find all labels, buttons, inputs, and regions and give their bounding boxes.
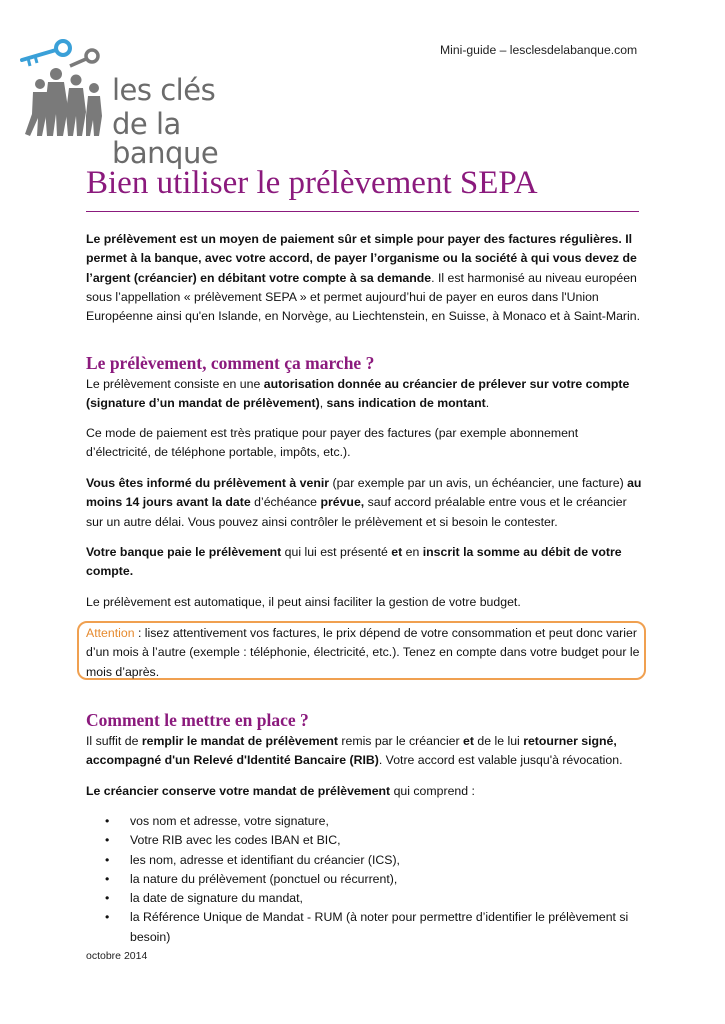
text: (par exemple par un avis, un échéancier, une facture) xyxy=(329,476,628,490)
logo-text-line1: les clés xyxy=(112,73,216,107)
text: Le prélèvement consiste en une xyxy=(86,377,264,391)
bullet-icon: • xyxy=(105,910,110,925)
list-item-text: les nom, adresse et identifiant du créancier (ICS), xyxy=(130,852,400,867)
section1-p1 xyxy=(86,375,642,414)
attention-paragraph xyxy=(86,624,642,682)
attention-text: : lisez attentivement vos factures, le prix dépend de votre consommation et peut donc varier d’un mois à l’autre (exemple : téléphonie, électricité, etc.). Tenez en compte dans votre budget pour le mois d’après. xyxy=(86,626,640,679)
logo-figures-icon xyxy=(16,36,116,148)
header-tagline: Mini-guide – lesclesdelabanque.com xyxy=(440,43,638,57)
bold-text: inscrit la somme au débit de votre compte. xyxy=(86,545,622,579)
bold-text: et xyxy=(391,545,403,559)
list-item-text: la Référence Unique de Mandat - RUM (à noter pour permettre d’identifier le prélèvement si besoin) xyxy=(130,910,629,944)
list-item xyxy=(86,870,642,889)
text: qui lui est présenté xyxy=(281,545,392,559)
bold-text: sans indication de montant xyxy=(326,396,486,411)
intro-bold: Le prélèvement est un moyen de paiement sûr et simple pour payer des factures régulières. Il permet à la banque, avec votre accord, de payer l’organisme ou la société à qui vous devez de l’argent (créancier) en débitant votre compte à sa demande xyxy=(86,232,637,285)
bold-text: retourner signé, accompagné d'un Relevé d'Identité Bancaire (RIB) xyxy=(86,734,617,768)
bold-text: prévue, xyxy=(320,495,365,510)
list-item xyxy=(86,908,642,947)
mandate-contents-list xyxy=(86,812,642,947)
text: . xyxy=(485,396,490,411)
bullet-icon: • xyxy=(105,891,110,906)
footer-date: octobre 2014 xyxy=(86,950,148,962)
bold-text: Vous êtes informé du prélèvement à venir xyxy=(86,476,330,490)
page-title: Bien utiliser le prélèvement SEPA xyxy=(86,165,538,201)
bold-text: Le créancier conserve votre mandat de prélèvement xyxy=(86,784,391,798)
section2-p1 xyxy=(86,732,642,771)
section2-p2 xyxy=(86,782,642,801)
title-divider xyxy=(86,211,639,212)
bullet-icon: • xyxy=(105,852,110,867)
text: d’échéance xyxy=(250,495,321,510)
intro-paragraph xyxy=(86,230,642,326)
logo xyxy=(16,36,276,170)
text: sauf accord préalable entre vous et le créancier sur un autre délai. Vous pouvez ainsi contrôler le prélèvement et si besoin le contester. xyxy=(86,495,627,529)
list-item xyxy=(86,831,642,850)
section1-p4 xyxy=(86,543,642,582)
intro-text: . Il est harmonisé au niveau européen sous l’appellation « prélèvement SEPA » et permet aujourd’hui de payer en euros dans l'Union Européenne ainsi qu'en Islande, en Norvège, au Liechtenstein, en Suisse, à Monaco et à Saint-Marin. xyxy=(86,270,641,324)
list-item-text: vos nom et adresse, votre signature, xyxy=(130,814,329,828)
text: Le prélèvement est automatique, il peut ainsi faciliter la gestion de votre budget. xyxy=(86,595,521,609)
bullet-icon: • xyxy=(105,833,110,848)
text: de le lui xyxy=(473,734,524,748)
text: qui comprend : xyxy=(390,784,475,798)
section1-p3 xyxy=(86,474,642,532)
list-item xyxy=(86,851,642,870)
list-item xyxy=(86,812,642,831)
text: , xyxy=(319,396,327,411)
list-item-text: Votre RIB avec les codes IBAN et BIC, xyxy=(130,833,341,848)
section1-p5 xyxy=(86,593,642,612)
list-item xyxy=(86,889,642,908)
bold-text: remplir le mandat de prélèvement xyxy=(141,734,338,748)
section2-heading: Comment le mettre en place ? xyxy=(86,710,309,730)
text: remis par le créancier xyxy=(337,734,464,748)
logo-text-line2: de la banque xyxy=(112,107,219,170)
bold-text: et xyxy=(463,734,474,748)
list-item-text: la date de signature du mandat, xyxy=(130,891,303,906)
bold-text: au moins 14 jours avant la date xyxy=(86,476,642,510)
bold-text: autorisation donnée au créancier de prélever sur votre compte (signature d’un mandat de prélèvement) xyxy=(86,377,630,411)
text: Ce mode de paiement est très pratique pour payer des factures (par exemple abonnement d’électricité, de téléphone portable, impôts, etc.). xyxy=(86,426,579,460)
attention-label: Attention xyxy=(86,626,135,640)
list-item-text: la nature du prélèvement (ponctuel ou récurrent), xyxy=(130,871,398,886)
text: Il suffit de xyxy=(86,734,142,748)
text: en xyxy=(402,545,423,559)
section1-p2 xyxy=(86,424,642,463)
text: . Votre accord est valable jusqu'à révocation. xyxy=(378,753,623,768)
bullet-icon: • xyxy=(105,814,110,828)
section1-heading: Le prélèvement, comment ça marche ? xyxy=(86,353,375,373)
bold-text: Votre banque paie le prélèvement xyxy=(86,545,282,559)
bullet-icon: • xyxy=(105,871,110,886)
